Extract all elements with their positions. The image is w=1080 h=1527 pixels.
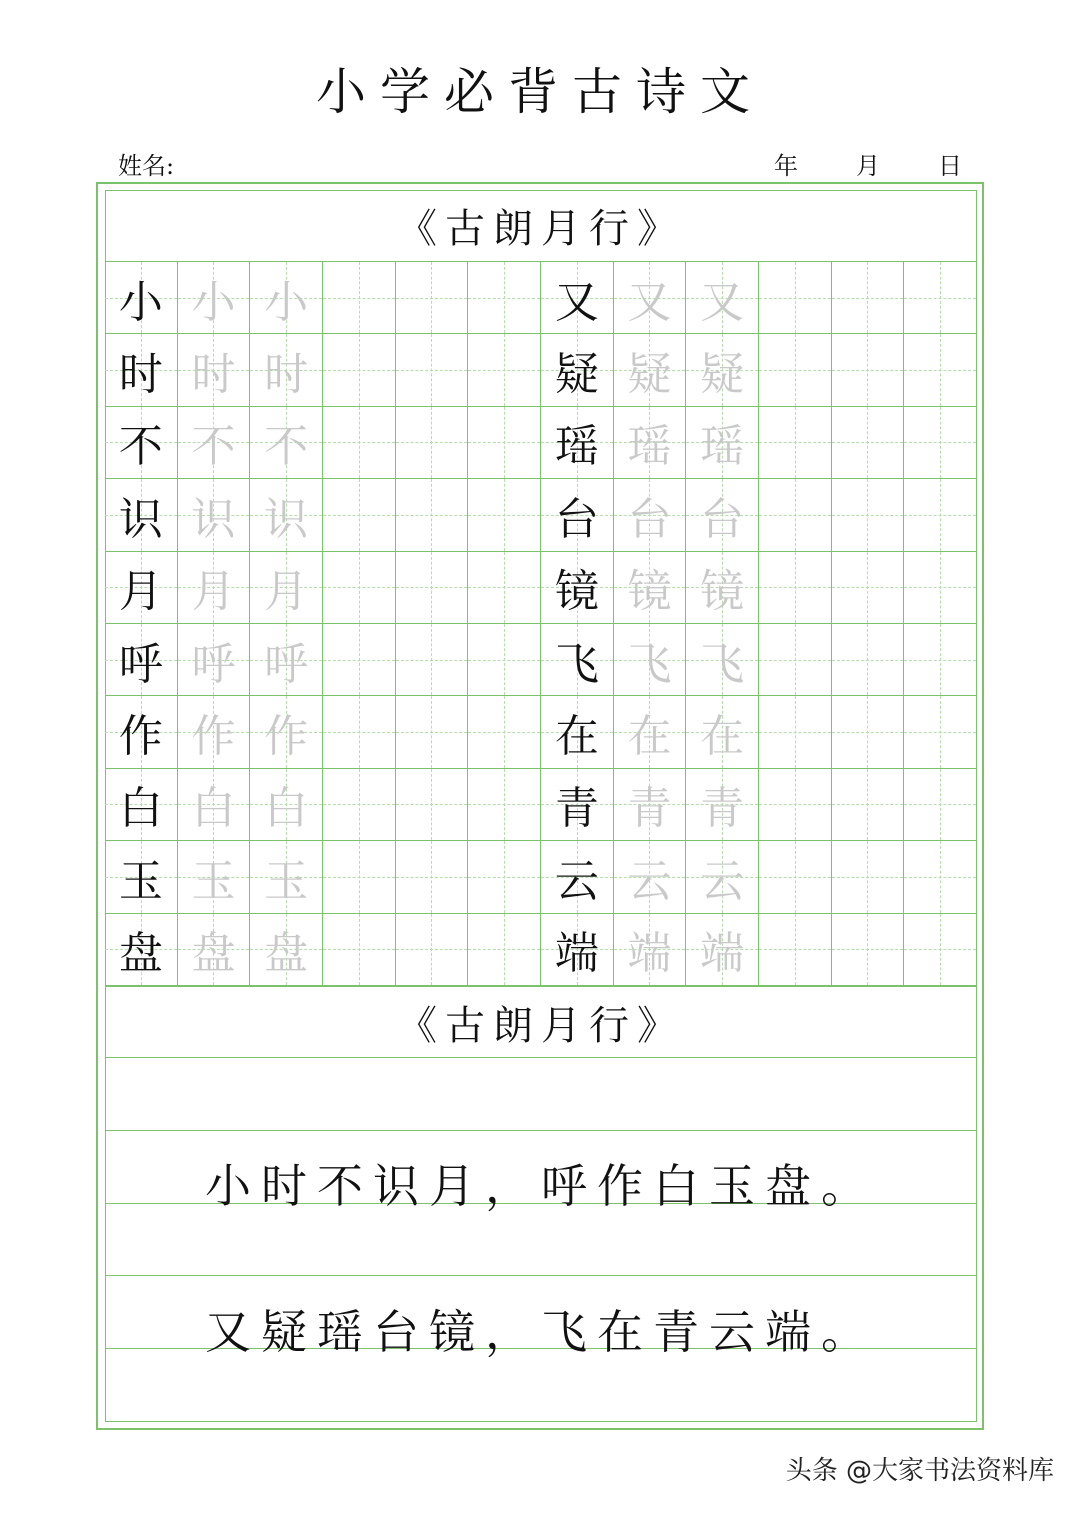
model-char: 瑶: [554, 421, 599, 473]
poem-title-bottom: 《古朗月行》: [105, 986, 977, 1058]
model-char: 端: [554, 928, 599, 980]
trace-char-cell: [250, 624, 323, 696]
empty-practice-cell: [396, 334, 469, 406]
model-char: 呼: [118, 638, 163, 690]
trace-char-cell: [614, 407, 687, 479]
trace-char: 月: [264, 566, 309, 618]
empty-practice-cell: [832, 552, 905, 624]
trace-char-cell: [686, 479, 759, 551]
model-char: 台: [554, 493, 599, 545]
trace-char-cell: [614, 696, 687, 768]
trace-char: 作: [191, 711, 236, 763]
trace-char-cell: [686, 841, 759, 913]
trace-char: 瑶: [627, 421, 672, 473]
empty-practice-cell: [832, 334, 905, 406]
watermark-text: 头条 @大家书法资料库: [785, 1456, 1054, 1486]
trace-char-cell: [250, 769, 323, 841]
trace-char-cell: [250, 262, 323, 334]
empty-practice-cell: [323, 479, 396, 551]
empty-practice-cell: [323, 334, 396, 406]
empty-practice-cell: [396, 624, 469, 696]
year-label: 年: [774, 152, 798, 180]
empty-practice-cell: [468, 262, 541, 334]
model-char: 云: [554, 855, 599, 907]
tracing-grid: [105, 262, 977, 986]
model-char: 飞: [554, 638, 599, 690]
trace-char: 疑: [627, 349, 672, 401]
empty-practice-cell: [323, 841, 396, 913]
empty-practice-cell: [396, 552, 469, 624]
model-char-cell: [541, 552, 614, 624]
model-char: 小: [118, 276, 163, 328]
empty-practice-cell: [396, 914, 469, 986]
trace-char: 小: [191, 276, 236, 328]
trace-char-cell: [178, 407, 251, 479]
trace-char: 时: [264, 349, 309, 401]
trace-char: 在: [627, 711, 672, 763]
trace-char: 白: [191, 783, 236, 835]
model-char: 时: [118, 349, 163, 401]
empty-practice-cell: [323, 407, 396, 479]
trace-char: 玉: [191, 855, 236, 907]
model-char-cell: [541, 262, 614, 334]
model-char-cell: [541, 769, 614, 841]
empty-practice-cell: [323, 552, 396, 624]
empty-practice-cell: [396, 769, 469, 841]
empty-practice-cell: [759, 262, 832, 334]
empty-practice-cell: [468, 624, 541, 696]
empty-practice-cell: [468, 841, 541, 913]
trace-char: 青: [700, 783, 745, 835]
empty-practice-cell: [396, 262, 469, 334]
model-char-cell: [541, 334, 614, 406]
trace-char: 时: [191, 349, 236, 401]
trace-char: 作: [264, 711, 309, 763]
model-char-cell: [105, 696, 178, 768]
trace-char-cell: [686, 696, 759, 768]
page-title: 小学必背古诗文: [316, 63, 764, 121]
trace-char: 云: [700, 855, 745, 907]
empty-practice-cell: [759, 841, 832, 913]
trace-char: 又: [627, 276, 672, 328]
model-char-cell: [105, 407, 178, 479]
model-char-cell: [105, 624, 178, 696]
empty-practice-cell: [468, 407, 541, 479]
trace-char: 镜: [700, 566, 745, 618]
model-char-cell: [105, 769, 178, 841]
empty-practice-cell: [468, 552, 541, 624]
empty-practice-cell: [759, 479, 832, 551]
empty-practice-cell: [832, 624, 905, 696]
trace-char: 白: [264, 783, 309, 835]
empty-practice-cell: [396, 696, 469, 768]
empty-practice-cell: [396, 841, 469, 913]
trace-char-cell: [686, 769, 759, 841]
empty-practice-cell: [759, 624, 832, 696]
model-char: 盘: [118, 928, 163, 980]
model-char: 作: [118, 711, 163, 763]
empty-practice-cell: [832, 407, 905, 479]
trace-char-cell: [250, 552, 323, 624]
empty-practice-cell: [468, 479, 541, 551]
model-char: 不: [118, 421, 163, 473]
trace-char-cell: [178, 624, 251, 696]
model-char: 识: [118, 493, 163, 545]
trace-char: 盘: [191, 928, 236, 980]
model-char-cell: [105, 552, 178, 624]
empty-practice-cell: [759, 407, 832, 479]
trace-char: 不: [191, 421, 236, 473]
trace-char: 在: [700, 711, 745, 763]
model-char: 疑: [554, 349, 599, 401]
empty-practice-cell: [904, 624, 977, 696]
trace-char: 端: [627, 928, 672, 980]
empty-practice-cell: [832, 841, 905, 913]
trace-char-cell: [614, 479, 687, 551]
empty-practice-cell: [832, 479, 905, 551]
trace-char: 呼: [264, 638, 309, 690]
model-char-cell: [541, 841, 614, 913]
trace-char-cell: [614, 841, 687, 913]
trace-char-cell: [614, 624, 687, 696]
trace-char-cell: [178, 841, 251, 913]
trace-char-cell: [178, 552, 251, 624]
trace-char-cell: [614, 769, 687, 841]
trace-char-cell: [686, 624, 759, 696]
empty-practice-cell: [323, 696, 396, 768]
header-row: [118, 146, 962, 180]
day-label: 日: [938, 152, 962, 180]
trace-char-cell: [250, 334, 323, 406]
trace-char: 云: [627, 855, 672, 907]
trace-char-cell: [686, 334, 759, 406]
trace-char: 瑶: [700, 421, 745, 473]
trace-char-cell: [178, 262, 251, 334]
trace-char-cell: [178, 914, 251, 986]
trace-char-cell: [250, 841, 323, 913]
trace-char: 青: [627, 783, 672, 835]
model-char-cell: [541, 914, 614, 986]
trace-char-cell: [614, 334, 687, 406]
trace-char-cell: [614, 262, 687, 334]
model-char-cell: [105, 914, 178, 986]
trace-char-cell: [614, 552, 687, 624]
model-char-cell: [541, 479, 614, 551]
trace-char: 识: [264, 493, 309, 545]
trace-char: 飞: [700, 638, 745, 690]
trace-char-cell: [614, 914, 687, 986]
trace-char-cell: [250, 914, 323, 986]
trace-char-cell: [250, 479, 323, 551]
model-char: 白: [118, 783, 163, 835]
trace-char: 台: [700, 493, 745, 545]
empty-practice-cell: [759, 696, 832, 768]
watermark: [786, 1450, 1054, 1487]
trace-char: 疑: [700, 349, 745, 401]
empty-practice-cell: [904, 479, 977, 551]
model-char-cell: [105, 334, 178, 406]
model-char: 镜: [554, 566, 599, 618]
trace-char: 台: [627, 493, 672, 545]
empty-practice-cell: [904, 696, 977, 768]
model-char: 在: [554, 711, 599, 763]
model-char-cell: [105, 479, 178, 551]
trace-char-cell: [686, 914, 759, 986]
empty-practice-cell: [468, 769, 541, 841]
model-char-cell: [541, 407, 614, 479]
empty-practice-cell: [323, 262, 396, 334]
poem-title-top: 《古朗月行》: [105, 190, 977, 262]
model-char-cell: [105, 262, 178, 334]
empty-practice-cell: [759, 914, 832, 986]
empty-practice-cell: [904, 841, 977, 913]
trace-char-cell: [686, 262, 759, 334]
empty-practice-cell: [396, 479, 469, 551]
model-char: 青: [554, 783, 599, 835]
empty-practice-cell: [904, 552, 977, 624]
date-labels: [774, 146, 962, 181]
month-label: 月: [856, 152, 880, 180]
empty-practice-cell: [323, 769, 396, 841]
trace-char: 玉: [264, 855, 309, 907]
trace-char-cell: [178, 479, 251, 551]
trace-char-cell: [178, 769, 251, 841]
empty-practice-cell: [904, 769, 977, 841]
empty-practice-cell: [832, 914, 905, 986]
model-char: 玉: [118, 855, 163, 907]
trace-char-cell: [178, 696, 251, 768]
empty-practice-cell: [468, 914, 541, 986]
empty-practice-cell: [759, 769, 832, 841]
empty-practice-cell: [904, 407, 977, 479]
empty-practice-cell: [323, 914, 396, 986]
empty-practice-cell: [832, 696, 905, 768]
empty-practice-cell: [396, 407, 469, 479]
trace-char-cell: [250, 696, 323, 768]
empty-practice-cell: [323, 624, 396, 696]
poem-line-2: 又疑瑶台镜，飞在青云端。: [205, 1305, 877, 1359]
empty-practice-cell: [904, 914, 977, 986]
model-char: 月: [118, 566, 163, 618]
trace-char: 飞: [627, 638, 672, 690]
empty-practice-cell: [759, 552, 832, 624]
trace-char-cell: [250, 407, 323, 479]
trace-char: 盘: [264, 928, 309, 980]
empty-practice-cell: [904, 334, 977, 406]
trace-char: 镜: [627, 566, 672, 618]
poem-line-1: 小时不识月，呼作白玉盘。: [205, 1159, 877, 1213]
empty-practice-cell: [832, 769, 905, 841]
trace-char: 月: [191, 566, 236, 618]
empty-practice-cell: [468, 334, 541, 406]
model-char-cell: [541, 624, 614, 696]
trace-char: 又: [700, 276, 745, 328]
empty-practice-cell: [468, 696, 541, 768]
trace-char-cell: [178, 334, 251, 406]
trace-char: 呼: [191, 638, 236, 690]
name-label: 姓名:: [118, 152, 175, 180]
empty-practice-cell: [759, 334, 832, 406]
empty-practice-cell: [904, 262, 977, 334]
trace-char: 小: [264, 276, 309, 328]
model-char: 又: [554, 276, 599, 328]
trace-char-cell: [686, 407, 759, 479]
empty-practice-cell: [832, 262, 905, 334]
trace-char: 识: [191, 493, 236, 545]
writing-line: [105, 1058, 977, 1131]
trace-char-cell: [686, 552, 759, 624]
trace-char: 端: [700, 928, 745, 980]
model-char-cell: [541, 696, 614, 768]
model-char-cell: [105, 841, 178, 913]
trace-char: 不: [264, 421, 309, 473]
writing-lines: [105, 1058, 977, 1422]
